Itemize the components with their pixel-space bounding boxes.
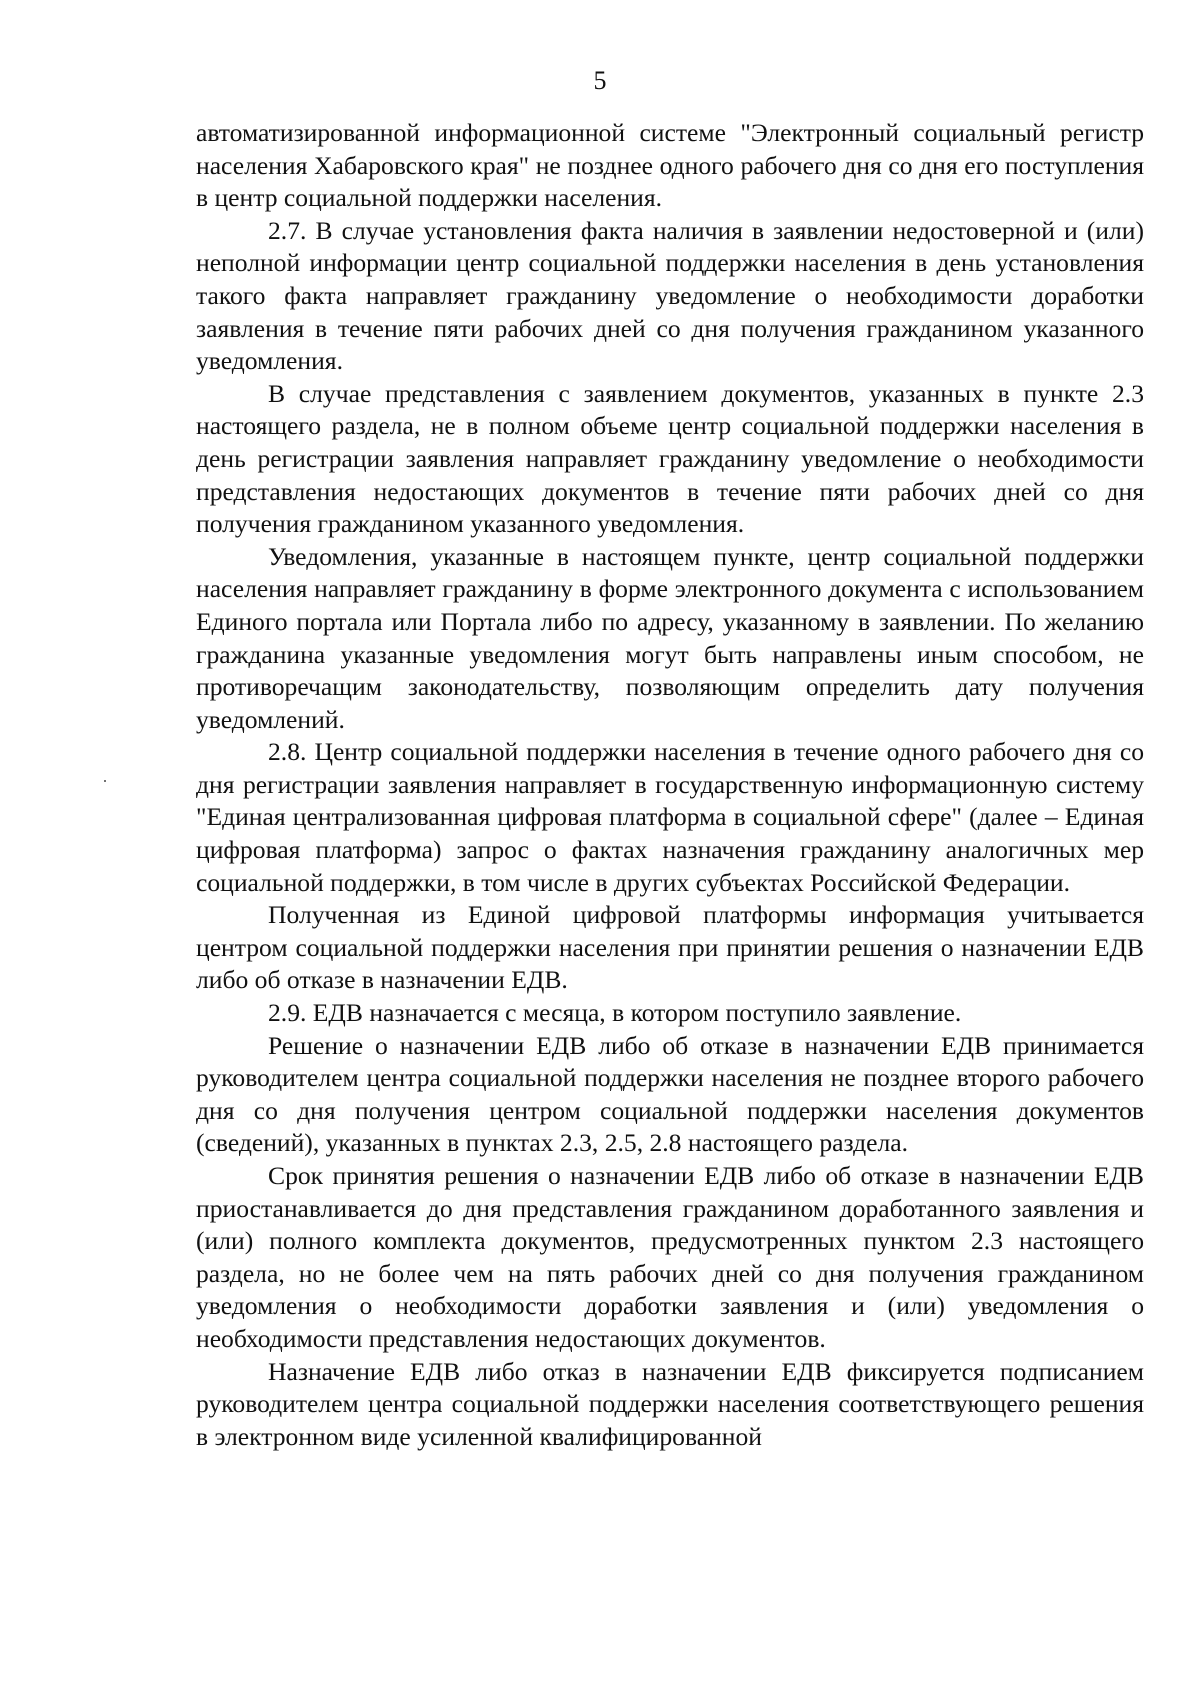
paragraph-2-8-platform-info: Полученная из Единой цифровой платформы информация учитывается центром социальной поддержки населения при принятии решения о назначении ЕДВ либо об отказе в назначении ЕДВ. [196,900,1144,995]
scan-speck [104,780,106,782]
paragraph-2-9-decision: Решение о назначении ЕДВ либо об отказе в назначении ЕДВ принимается руководителем центра социальной поддержки населения не позднее второго рабочего дня со дня получения центром социальной поддержки населения документов (сведений), указанных в пунктах 2.3, 2.5, 2.8 настоящего раздела. [196,1030,1144,1158]
paragraph-2-7-incomplete-documents: В случае представления с заявлением документов, указанных в пункте 2.3 настоящего раздела, не в полном объеме центр социальной поддержки населения в день регистрации заявления направляет гражданину уведомление о необходимости представления недостающих документов в течение пяти рабочих дней со дня получения гражданином указанного уведомления. [196,378,1144,539]
page-number: 5 [593,66,607,95]
paragraph-2-9-suspension: Срок принятия решения о назначении ЕДВ либо об отказе в назначении ЕДВ приостанавливается до дня представления гражданином доработанного заявления и (или) полного комплекта документов, предусмотренных пунктом 2.3 настоящего раздела, но не более чем на пять рабочих дней со дня получения гражданином уведомления о необходимости доработки заявления и (или) уведомления о необходимости представления недостающих документов. [196,1161,1144,1353]
paragraph-2-7-notifications: Уведомления, указанные в настоящем пункте, центр социальной поддержки населения направляет гражданину в форме электронного документа с использованием Единого портала или Портала либо по адресу, указанному в заявлении. По желанию гражданина указанные уведомления могут быть направлены иным способом, не противоречащим законодательству, позволяющим определить дату получения уведомлений. [196,541,1144,734]
paragraph-2-9-signature: Назначение ЕДВ либо отказ в назначении ЕДВ фиксируется подписанием руководителем центра социальной поддержки населения соответствующего решения в электронном виде усиленной квалифицированной [196,1356,1144,1451]
document-body [196,117,1144,1453]
paragraph-continuation: автоматизированной информационной системе "Электронный социальный регистр населения Хабаровского края" не позднее одного рабочего дня со дня его поступления в центр социальной поддержки населения. [196,118,1144,213]
paragraph-2-8: 2.8. Центр социальной поддержки населения в течение одного рабочего дня со дня регистрации заявления направляет в государственную информационную систему "Единая централизованная цифровая платформа в социальной сфере" (далее – Единая цифровая платформа) запрос о фактах назначения гражданину аналогичных мер социальной поддержки, в том числе в других субъектах Российской Федерации. [196,737,1144,897]
paragraph-2-7: 2.7. В случае установления факта наличия в заявлении недостоверной и (или) неполной информации центр социальной поддержки населения в день установления такого факта направляет гражданину уведомление о необходимости доработки заявления в течение пяти рабочих дней со дня получения гражданином указанного уведомления. [196,215,1144,376]
paragraph-2-9: 2.9. ЕДВ назначается с месяца, в котором поступило заявление. [268,998,962,1028]
